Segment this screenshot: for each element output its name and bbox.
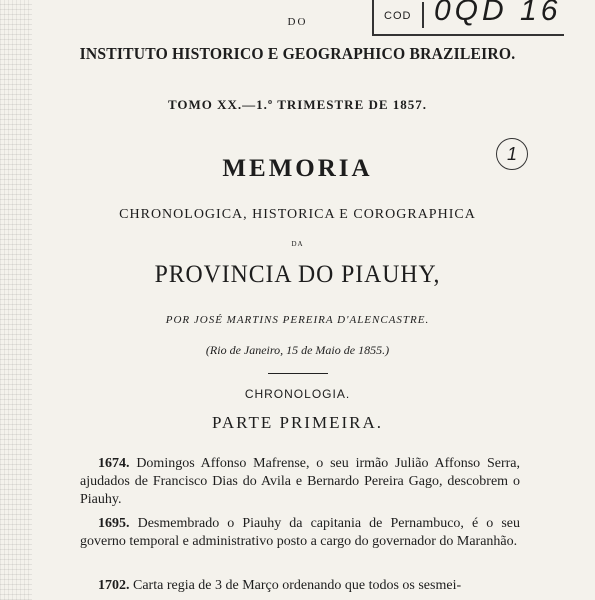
place-date-line: (Rio de Janeiro, 15 de Maio de 1855.) bbox=[205, 343, 390, 357]
entry-year: 1674. bbox=[98, 456, 130, 471]
province-title: PROVINCIA DO PIAUHY, bbox=[154, 261, 441, 288]
author-line: POR JOSÉ MARTINS PEREIRA D'ALENCASTRE. bbox=[165, 314, 430, 326]
circled-number: 1 bbox=[496, 138, 528, 170]
divider-rule bbox=[268, 373, 328, 374]
entry-text: Carta regia de 3 de Março ordenando que todos os sesmei- bbox=[133, 578, 462, 593]
stamp-cod-label: COD bbox=[384, 10, 412, 22]
entry-year: 1695. bbox=[98, 516, 130, 531]
entry-text: Desmembrado o Piauhy da capitania de Pernambuco, é o seu governo temporal e administrativo posto a cargo do governador do Maranhão. bbox=[80, 516, 521, 549]
memoria-subtitle: CHRONOLOGICA, HISTORICA E COROGRAPHICA bbox=[119, 207, 476, 222]
institute-title: INSTITUTO HISTORICO E GEOGRAPHICO BRAZILEIRO. bbox=[79, 44, 516, 63]
scan-edge-noise bbox=[0, 0, 32, 600]
memoria-title: MEMORIA bbox=[222, 155, 373, 182]
entry-text: Domingos Affonso Mafrense, o seu irmão Julião Affonso Serra, ajudados de Francisco Dias do Avila e Bernardo Pereira Gago, descobrem o Piauhy. bbox=[80, 456, 520, 507]
header-do: DO bbox=[287, 16, 308, 28]
stamp-number: 0QD 16 bbox=[434, 0, 562, 27]
entry-1674 bbox=[80, 455, 520, 509]
section-heading: CHRONOLOGIA. bbox=[244, 387, 351, 401]
part-heading: PARTE PRIMEIRA. bbox=[212, 413, 383, 432]
entry-1695 bbox=[80, 515, 520, 551]
entry-year: 1702. bbox=[98, 578, 130, 593]
library-stamp bbox=[372, 0, 564, 36]
stamp-divider bbox=[422, 2, 424, 28]
volume-line: TOMO XX.—1.º TRIMESTRE DE 1857. bbox=[167, 97, 428, 112]
entry-1702 bbox=[80, 577, 520, 595]
da-connector: DA bbox=[291, 240, 304, 248]
